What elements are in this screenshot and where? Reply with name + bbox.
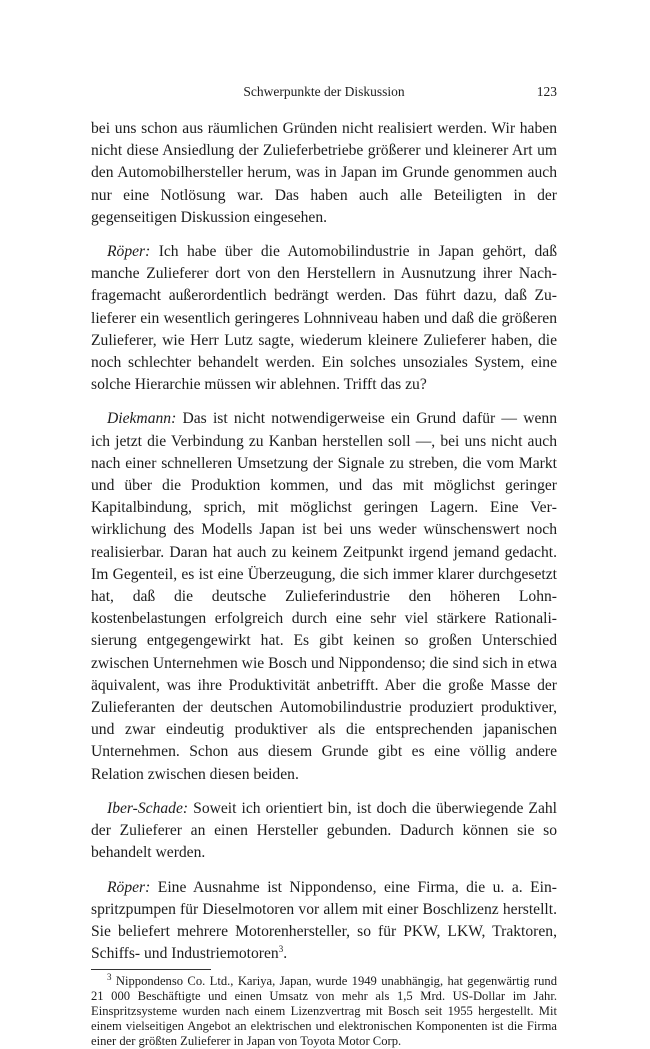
footnote-divider — [91, 969, 211, 970]
paragraph-text-end: . — [283, 945, 288, 963]
footnote-text: Nippondenso Co. Ltd., Kariya, Japan, wurde 1949 unabhängig, hat gegenwärtig rund 21 000 Beschäftigte und einen Umsatz von mehr als 1,5 Mrd. US-Dollar im Jahr. Einspritzsysteme wurden nach einem Lizenzvertrag mit Bosch seit 1955 hergestellt. Mit einem vielseitigen Angebot an elektrischen und elektronischen Komponenten ist die Firma einer der größten Zulieferer in Japan von Toyota Motor Corp. — [91, 974, 557, 1049]
speaker-name: Iber-Schade: — [107, 799, 189, 817]
running-title: Schwerpunkte der Diskussion — [243, 84, 405, 99]
paragraph-text: Ich habe über die Automobilindustrie in Japan gehört, daß manche Zulieferer dort von den Herstellern in Ausnutzung ihrer Nachfragemacht außerordentlich bedrängt werden. Das führt dazu, daß Zulieferer ein wesentlich geringeres Lohnniveau haben und daß die größeren Zulieferer, wie Herr Lutz sagte, wiederum kleinere Zulieferer haben, die noch schlechter behandelt werden. Ein solches unsoziales System, eine solche Hierarchie müssen wir ablehnen. Trifft das zu? — [91, 243, 557, 394]
speaker-name: Röper: — [107, 243, 151, 261]
paragraph-roeper-1 — [91, 241, 557, 396]
paragraph-diekmann — [91, 408, 557, 785]
paragraph-text: Soweit ich orientiert bin, ist doch die überwiegende Zahl der Zulieferer an einen Hersteller gebunden. Dadurch können sie so behandelt werden. — [91, 799, 557, 862]
paragraph-roeper-2 — [91, 877, 557, 966]
paragraph-iber-schade — [91, 798, 557, 865]
book-page — [91, 84, 557, 1049]
running-header — [91, 84, 557, 106]
footnote-mark: 3 — [107, 972, 112, 983]
paragraph-text: bei uns schon aus räumlichen Gründen nicht realisiert werden. Wir haben nicht diese Ansiedlung der Zulieferbetriebe größerer und kleinerer Art um den Automobilhersteller herum, was in Japan im Grunde genommen auch nur eine Notlösung war. Das haben auch alle Beteiligten in der gegenseitigen Diskussion eingesehen. — [91, 120, 557, 226]
paragraph-text: Das ist nicht notwendigerweise ein Grund dafür — wenn ich jetzt die Verbindung zu Kanban herstellen soll —, bei uns nicht auch nach einer schnelleren Umsetzung der Signale zu streben, die vom Markt und über die Produktion kommen, und das mit möglichst geringer Kapitalbindung, sprich, mit möglichst geringen Lagern. Eine Verwirklichung des Modells Japan ist bei uns weder wünschenswert noch realisierbar. Daran hat auch zu keinem Zeitpunkt irgend jemand gedacht. Im Gegenteil, es ist eine Überzeugung, die sich immer klarer durchgesetzt hat, daß die deutsche Zulieferindustrie den höheren Lohnkostenbelastungen erfolgreich durch eine sehr viel stärkere Rationalisierung entgegengewirkt hat. Es gibt keinen so großen Unterschied zwischen Unternehmen wie Bosch und Nippondenso; die sind sich in etwa äquivalent, was ihre Produktivität anbetrifft. Aber die große Masse der Zulieferanten der deutschen Automobilindustrie produziert produktiver, und zwar eindeutig produktiver als die entsprechenden japanischen Unternehmen. Schon aus diesem Grunde gibt es eine völlig andere Relation zwischen diesen beiden. — [91, 410, 557, 783]
page-number: 123 — [536, 84, 557, 99]
speaker-name: Röper: — [107, 878, 151, 896]
paragraph-continuation — [91, 118, 557, 229]
footnote — [91, 974, 557, 1049]
paragraph-text: Eine Ausnahme ist Nippondenso, eine Firma, die u. a. Einspritzpumpen für Dieselmotoren vor allem mit einer Boschlizenz herstellt. Sie beliefert mehrere Motorenhersteller, so für PKW, LKW, Traktoren, Schiffs- und Industriemotoren — [91, 878, 557, 963]
speaker-name: Diekmann: — [107, 410, 177, 428]
footnote-reference[interactable]: 3 — [278, 943, 284, 954]
